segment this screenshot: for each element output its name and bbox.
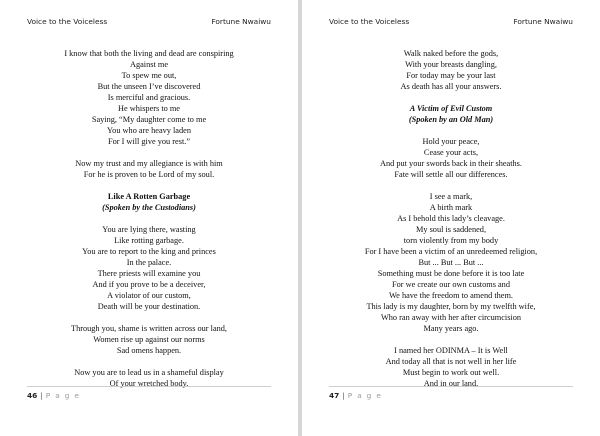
- poem-line: A violator of our custom,: [107, 291, 191, 300]
- poem-line: And today all that is not well in her life: [385, 357, 517, 366]
- poem-line: As death has all your answers.: [400, 82, 502, 91]
- poem-line: I named her ODINMA – It is Well: [394, 346, 508, 355]
- poem-line: Now my trust and my allegiance is with him: [75, 159, 223, 168]
- stanza-break: [14, 147, 284, 158]
- poem-line: Through you, shame is written across our land,: [71, 324, 227, 333]
- stanza-break: [14, 312, 284, 323]
- poem-line: Something must be done before it is too late: [377, 269, 525, 278]
- poem-line: But the unseen I’ve discovered: [97, 82, 201, 91]
- header-book-title: Voice to the Voiceless: [329, 17, 410, 26]
- poem-line: We have the freedom to amend them.: [389, 291, 513, 300]
- poem-line: Must begin to work out well.: [402, 368, 500, 377]
- poem-line: For he is proven to be Lord of my soul.: [83, 170, 215, 179]
- poem-line: Women rise up against our norms: [93, 335, 205, 344]
- poem-line: Death will be your destination.: [97, 302, 201, 311]
- page-footer: [27, 386, 271, 400]
- stanza-break: [316, 180, 586, 191]
- poem-line: To spew me out,: [121, 71, 177, 80]
- poem-subtitle: (Spoken by an Old Man): [408, 115, 494, 124]
- poem-subtitle: A Victim of Evil Custom: [409, 104, 493, 113]
- page-label: P a g e: [347, 391, 383, 400]
- poem-line: And in our land,: [423, 379, 479, 388]
- page-footer: [329, 386, 573, 400]
- poem-line: You are lying there, wasting: [102, 225, 196, 234]
- poem-line: And put your swords back in their sheaths.: [380, 159, 522, 168]
- poem-line: Is merciful and gracious.: [107, 93, 191, 102]
- poem-line: Fate will settle all our differences.: [394, 170, 508, 179]
- poem-line: In the palace.: [126, 258, 172, 267]
- footer-separator: |: [342, 391, 345, 400]
- footer-separator: |: [40, 391, 43, 400]
- poem-line: I know that both the living and dead are conspiring: [64, 49, 234, 58]
- poem-line: Now you are to lead us in a shameful display: [74, 368, 224, 377]
- stanza-break: [14, 356, 284, 367]
- poem-body: [316, 48, 586, 389]
- poem-line: Against me: [129, 60, 169, 69]
- poem-line: Like rotting garbage.: [114, 236, 184, 245]
- poem-subtitle: (Spoken by the Custodians): [102, 203, 196, 212]
- poem-line: He whispers to me: [118, 104, 180, 113]
- stanza-break: [14, 213, 284, 224]
- poem-line: And if you prove to be a deceiver,: [92, 280, 206, 289]
- poem-line: Of your wretched body.: [109, 379, 189, 388]
- poem-line: There priests will examine you: [97, 269, 201, 278]
- poem-title: Like A Rotten Garbage: [107, 192, 191, 201]
- page-number: 46: [27, 391, 38, 400]
- running-header: [329, 17, 573, 31]
- poem-line: I see a mark,: [429, 192, 473, 201]
- poem-line: For today may be your last: [406, 71, 496, 80]
- poem-line: Cease your acts,: [423, 148, 479, 157]
- running-header: [27, 17, 271, 31]
- poem-line: Who ran away with her after circumcision: [380, 313, 522, 322]
- left-page: [0, 0, 298, 436]
- stanza-break: [14, 180, 284, 191]
- poem-line: You are to report to the king and princes: [82, 247, 216, 256]
- poem-line: My soul is saddened,: [415, 225, 487, 234]
- poem-line: Hold your peace,: [422, 137, 480, 146]
- poem-line: With your breasts dangling,: [405, 60, 497, 69]
- poem-line: For we create our own customs and: [392, 280, 510, 289]
- stanza-break: [316, 125, 586, 136]
- right-page: [302, 0, 600, 436]
- page-label: P a g e: [45, 391, 81, 400]
- poem-line: You who are heavy laden: [107, 126, 191, 135]
- poem-line: Many years ago.: [423, 324, 479, 333]
- header-author: Fortune Nwaiwu: [513, 17, 573, 26]
- poem-line: For I have been a victim of an unredeemed religion,: [364, 247, 538, 256]
- page-number: 47: [329, 391, 340, 400]
- poem-line: As I behold this lady’s cleavage.: [397, 214, 505, 223]
- poem-line: Walk naked before the gods,: [403, 49, 499, 58]
- poem-body: [14, 48, 284, 389]
- stanza-break: [316, 92, 586, 103]
- poem-line: But ... But ... But ...: [418, 258, 484, 267]
- header-author: Fortune Nwaiwu: [211, 17, 271, 26]
- poem-line: For I will give you rest.”: [107, 137, 191, 146]
- poem-line: A birth mark: [429, 203, 473, 212]
- header-book-title: Voice to the Voiceless: [27, 17, 108, 26]
- poem-line: torn violently from my body: [403, 236, 499, 245]
- poem-line: This lady is my daughter, born by my twelfth wife,: [366, 302, 536, 311]
- poem-line: Sad omens happen.: [116, 346, 182, 355]
- poem-line: Saying, “My daughter come to me: [91, 115, 207, 124]
- stanza-break: [316, 334, 586, 345]
